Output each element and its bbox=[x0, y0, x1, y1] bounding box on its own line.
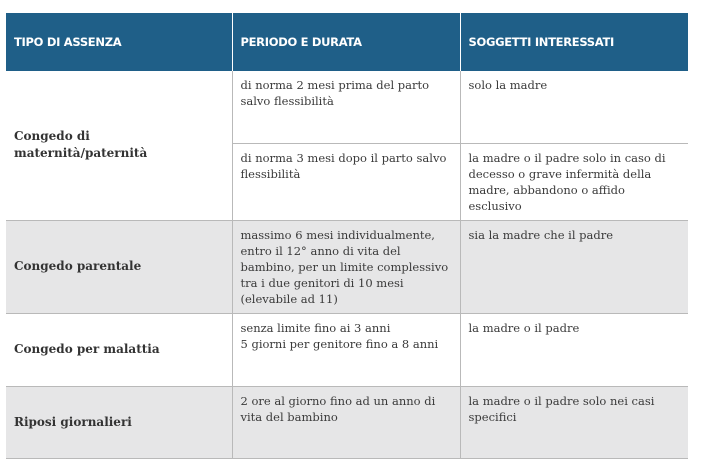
cell-soggetti-maternita-1: solo la madre bbox=[460, 71, 688, 143]
table-row-malattia bbox=[6, 313, 688, 386]
table-row-parentale bbox=[6, 220, 688, 313]
cell-periodo-riposi: 2 ore al giorno fino ad un anno di vita del bambino bbox=[232, 386, 460, 458]
cell-tipo-parentale: Congedo parentale bbox=[6, 220, 232, 313]
periodo-malattia-line-1: senza limite fino ai 3 anni bbox=[240, 320, 391, 335]
absence-table bbox=[6, 13, 688, 459]
cell-periodo-maternita-1: di norma 2 mesi prima del parto salvo flessibilità bbox=[232, 71, 460, 143]
header-tipo-di-assenza: TIPO DI ASSENZA bbox=[6, 13, 232, 71]
cell-soggetti-riposi: la madre o il padre solo nei casi specifici bbox=[460, 386, 688, 458]
periodo-malattia-line-2: 5 giorni per genitore fino a 8 anni bbox=[240, 336, 439, 351]
cell-soggetti-maternita-2: la madre o il padre solo in caso di decesso o grave infermità della madre, abbandono o affido esclusivo bbox=[460, 143, 688, 220]
header-periodo-e-durata: PERIODO E DURATA bbox=[232, 13, 460, 71]
header-soggetti-interessati: SOGGETTI INTERESSATI bbox=[460, 13, 688, 71]
cell-soggetti-malattia: la madre o il padre bbox=[460, 313, 688, 386]
cell-tipo-riposi: Riposi giornalieri bbox=[6, 386, 232, 458]
cell-tipo-malattia: Congedo per malattia bbox=[6, 313, 232, 386]
table-row-maternita-1 bbox=[6, 71, 688, 143]
cell-soggetti-parentale: sia la madre che il padre bbox=[460, 220, 688, 313]
cell-periodo-parentale: massimo 6 mesi individualmente, entro il 12° anno di vita del bambino, per un limite complessivo tra i due genitori di 10 mesi (elevabile ad 11) bbox=[232, 220, 460, 313]
cell-periodo-maternita-2: di norma 3 mesi dopo il parto salvo flessibilità bbox=[232, 143, 460, 220]
header-row bbox=[6, 13, 688, 71]
table-row-riposi bbox=[6, 386, 688, 458]
cell-periodo-malattia bbox=[232, 313, 460, 386]
cell-tipo-maternita: Congedo di maternità/paternità bbox=[6, 71, 232, 220]
